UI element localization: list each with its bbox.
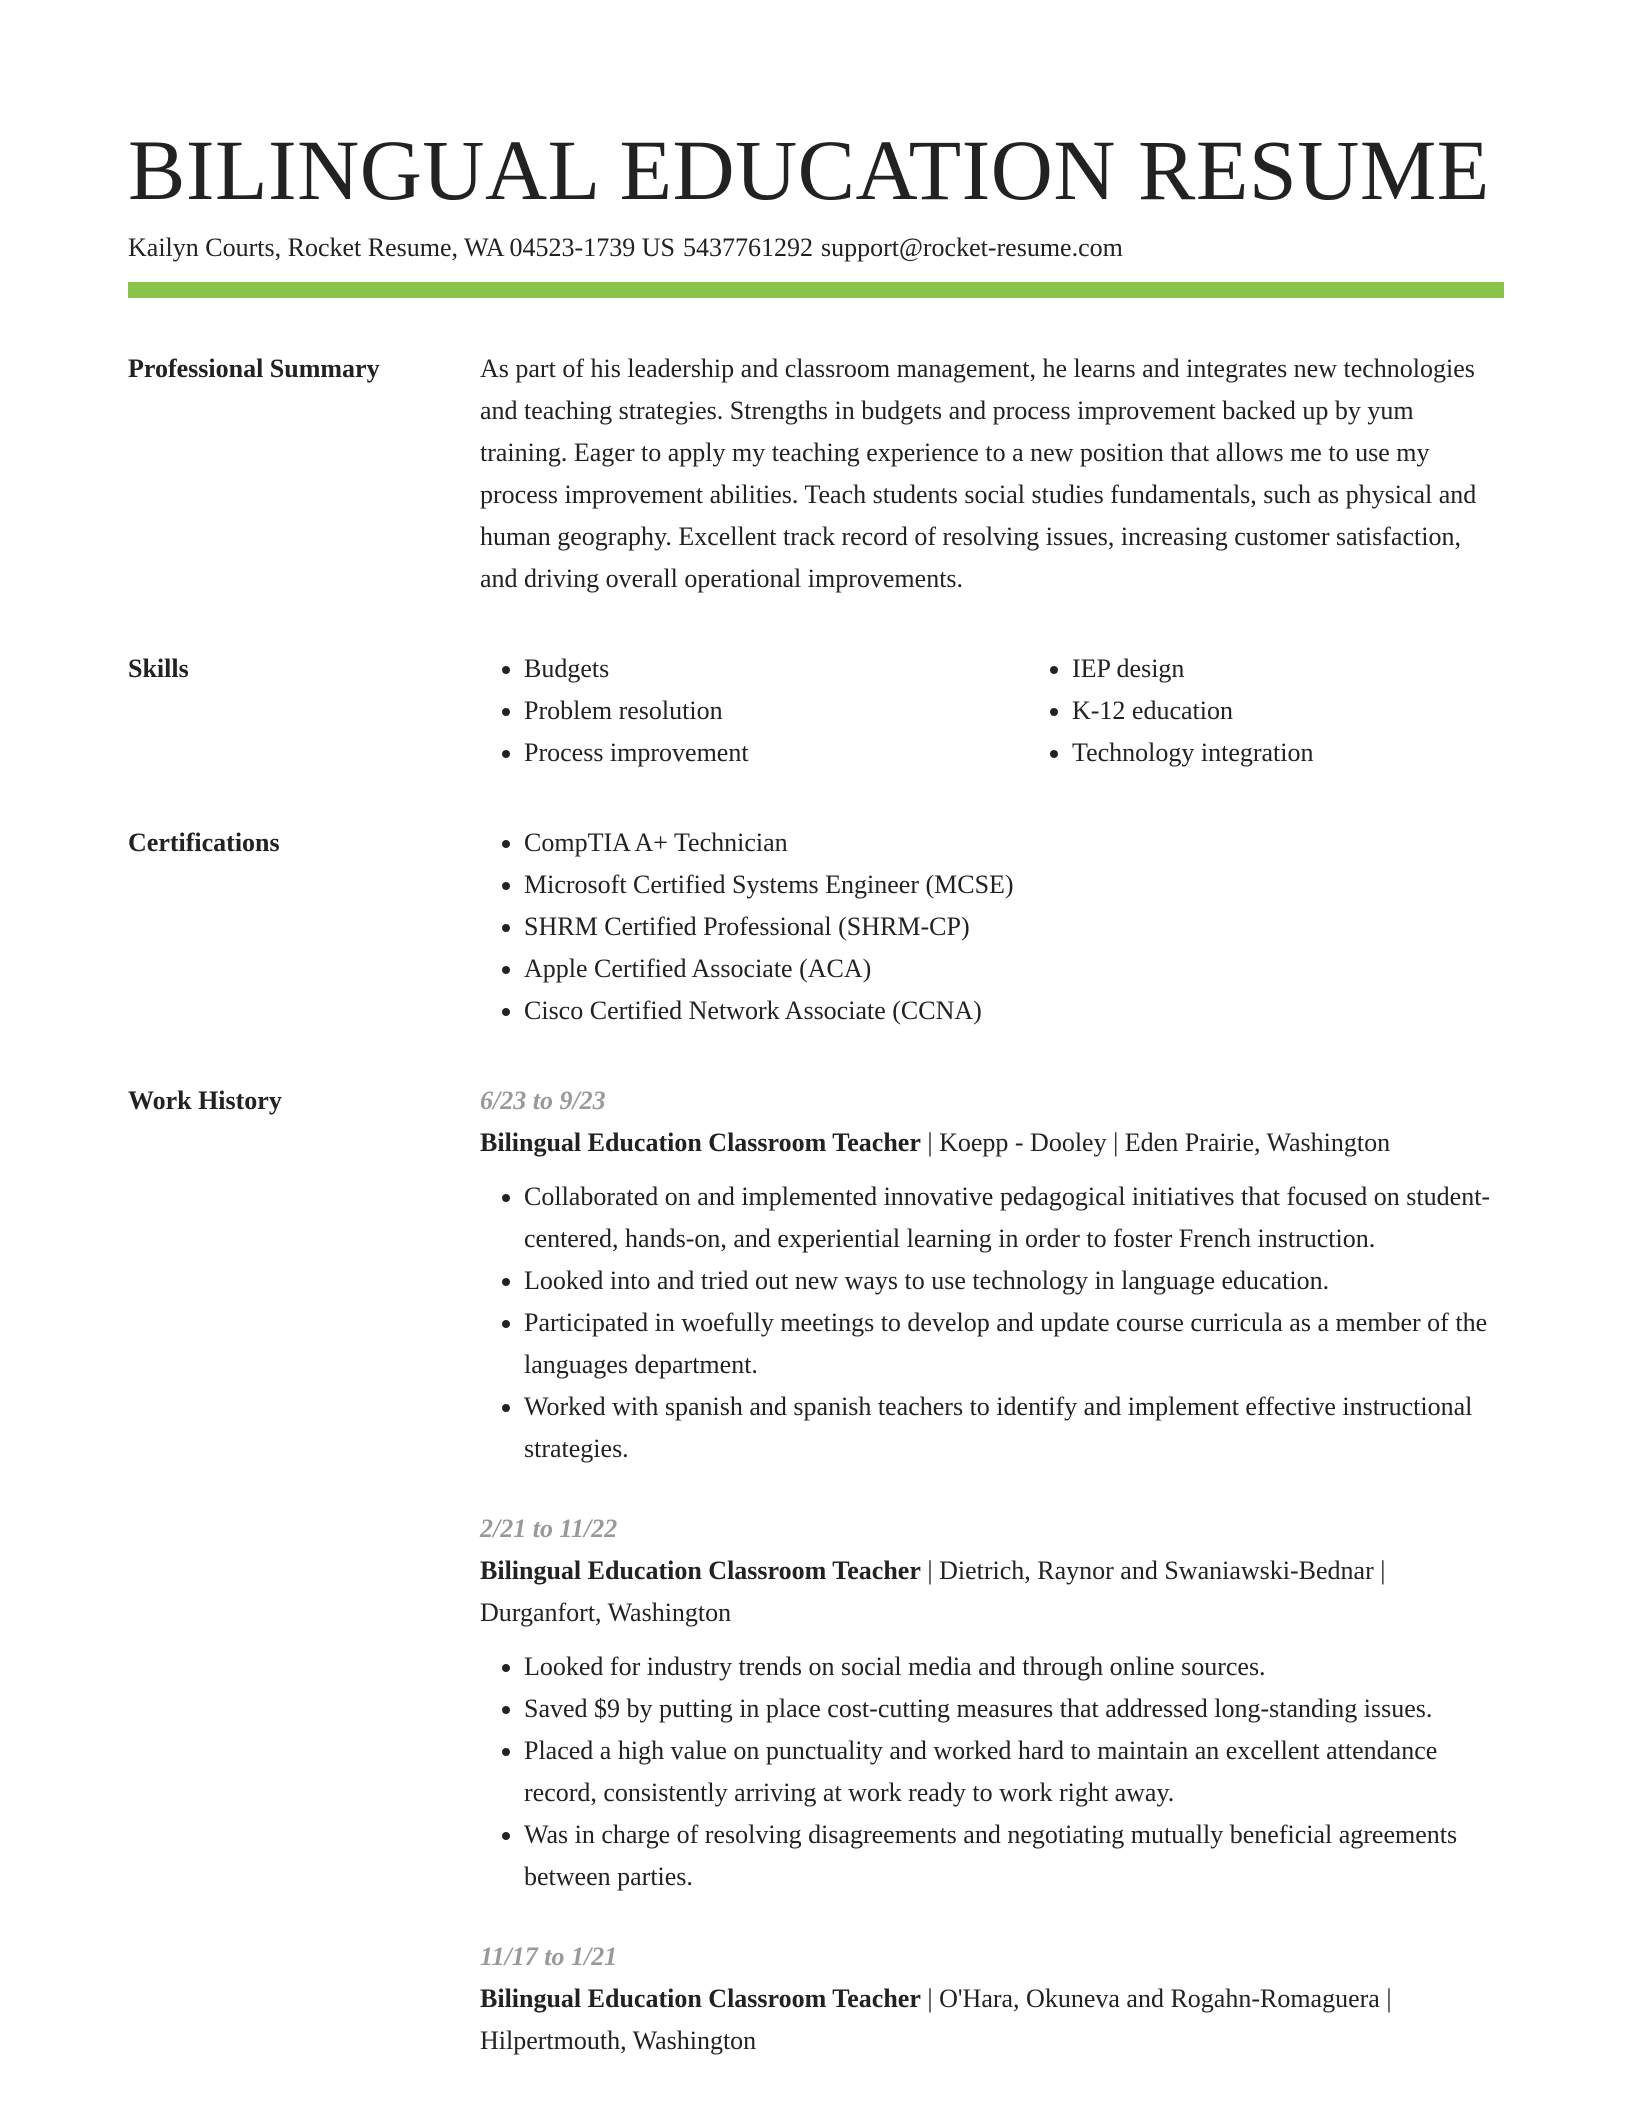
contact-address: Kailyn Courts, Rocket Resume, WA 04523-1739 US — [128, 233, 675, 262]
skills-section — [128, 648, 1504, 774]
resume-page — [128, 120, 1504, 2074]
job-title: Bilingual Education Classroom Teacher — [480, 1984, 921, 2013]
contact-phone: 5437761292 — [682, 233, 813, 262]
job-bullet: • Worked with spanish and spanish teachers to identify and implement effective instructional strategies. — [524, 1386, 1504, 1470]
certification-item: • CompTIA A+ Technician — [524, 822, 1504, 864]
job-title-line — [480, 1978, 1504, 2062]
job-bullets — [480, 1646, 1504, 1898]
skills-column-1 — [480, 648, 1028, 774]
job-dates: 6/23 to 9/23 — [480, 1086, 606, 1115]
skill-item: • K-12 education — [1072, 690, 1576, 732]
skills-column-2 — [1028, 648, 1576, 774]
section-label-skills: Skills — [128, 654, 189, 683]
summary-text: As part of his leadership and classroom management, he learns and integrates new technologies and teaching strategies. Strengths in budgets and process improvement backed up by yum training. Eager to apply my teaching experience to a new position that allows me to use my process improvement abilities. Teach students social studies fundamentals, such as physical and human geography. Excellent track record of resolving issues, increasing customer satisfaction, and driving overall operational improvements. — [480, 354, 1477, 593]
certification-item: • Microsoft Certified Systems Engineer (MCSE) — [524, 864, 1504, 906]
accent-divider — [128, 282, 1504, 298]
job-entry — [480, 1080, 1504, 1470]
job-entry — [480, 1508, 1504, 1898]
certification-item: • Cisco Certified Network Associate (CCNA) — [524, 990, 1504, 1032]
job-dates: 11/17 to 1/21 — [480, 1942, 618, 1971]
job-bullet: • Looked into and tried out new ways to use technology in language education. — [524, 1260, 1504, 1302]
skill-item: • Technology integration — [1072, 732, 1576, 774]
contact-line — [128, 230, 1504, 266]
section-label-work-history: Work History — [128, 1086, 282, 1115]
job-employer-location: | O'Hara, Okuneva and Rogahn-Romaguera | Hilpertmouth, Washington — [480, 1984, 1392, 2055]
job-title-line — [480, 1122, 1504, 1164]
work-history-body — [480, 1080, 1504, 2074]
skill-item: • Problem resolution — [524, 690, 1028, 732]
certification-item: • SHRM Certified Professional (SHRM-CP) — [524, 906, 1504, 948]
certification-item: • Apple Certified Associate (ACA) — [524, 948, 1504, 990]
skills-grid — [480, 648, 1576, 774]
job-bullet: • Was in charge of resolving disagreements and negotiating mutually beneficial agreements between parties. — [524, 1814, 1504, 1898]
job-entry — [480, 1936, 1504, 2062]
skill-item: • Process improvement — [524, 732, 1028, 774]
skill-item: • IEP design — [1072, 648, 1576, 690]
job-employer-location: | Koepp - Dooley | Eden Prairie, Washington — [920, 1128, 1391, 1157]
certifications-list — [480, 822, 1504, 1032]
job-dates: 2/21 to 11/22 — [480, 1514, 618, 1543]
job-title: Bilingual Education Classroom Teacher — [480, 1556, 921, 1585]
job-bullet: • Placed a high value on punctuality and worked hard to maintain an excellent attendance record, consistently arriving at work ready to work right away. — [524, 1730, 1504, 1814]
contact-email: support@rocket-resume.com — [820, 233, 1123, 262]
job-title-line — [480, 1550, 1504, 1634]
job-employer-location: | Dietrich, Raynor and Swaniawski-Bednar | Durganfort, Washington — [480, 1556, 1386, 1627]
certifications-body — [480, 822, 1504, 1032]
skill-item: • Budgets — [524, 648, 1028, 690]
job-bullet: • Collaborated on and implemented innovative pedagogical initiatives that focused on student-centered, hands-on, and experiential learning in order to foster French instruction. — [524, 1176, 1504, 1260]
certifications-section — [128, 822, 1504, 1032]
job-bullet: • Looked for industry trends on social media and through online sources. — [524, 1646, 1504, 1688]
summary-section — [128, 348, 1504, 600]
job-bullet: • Saved $9 by putting in place cost-cutting measures that addressed long-standing issues. — [524, 1688, 1504, 1730]
resume-title: BILINGUAL EDUCATION RESUME — [128, 122, 1490, 218]
summary-body — [480, 348, 1504, 600]
section-label-summary: Professional Summary — [128, 354, 380, 383]
section-label-certifications: Certifications — [128, 828, 280, 857]
job-title: Bilingual Education Classroom Teacher — [480, 1128, 921, 1157]
work-history-section — [128, 1080, 1504, 2074]
job-bullets — [480, 1176, 1504, 1470]
job-bullet: • Participated in woefully meetings to develop and update course curricula as a member of the languages department. — [524, 1302, 1504, 1386]
